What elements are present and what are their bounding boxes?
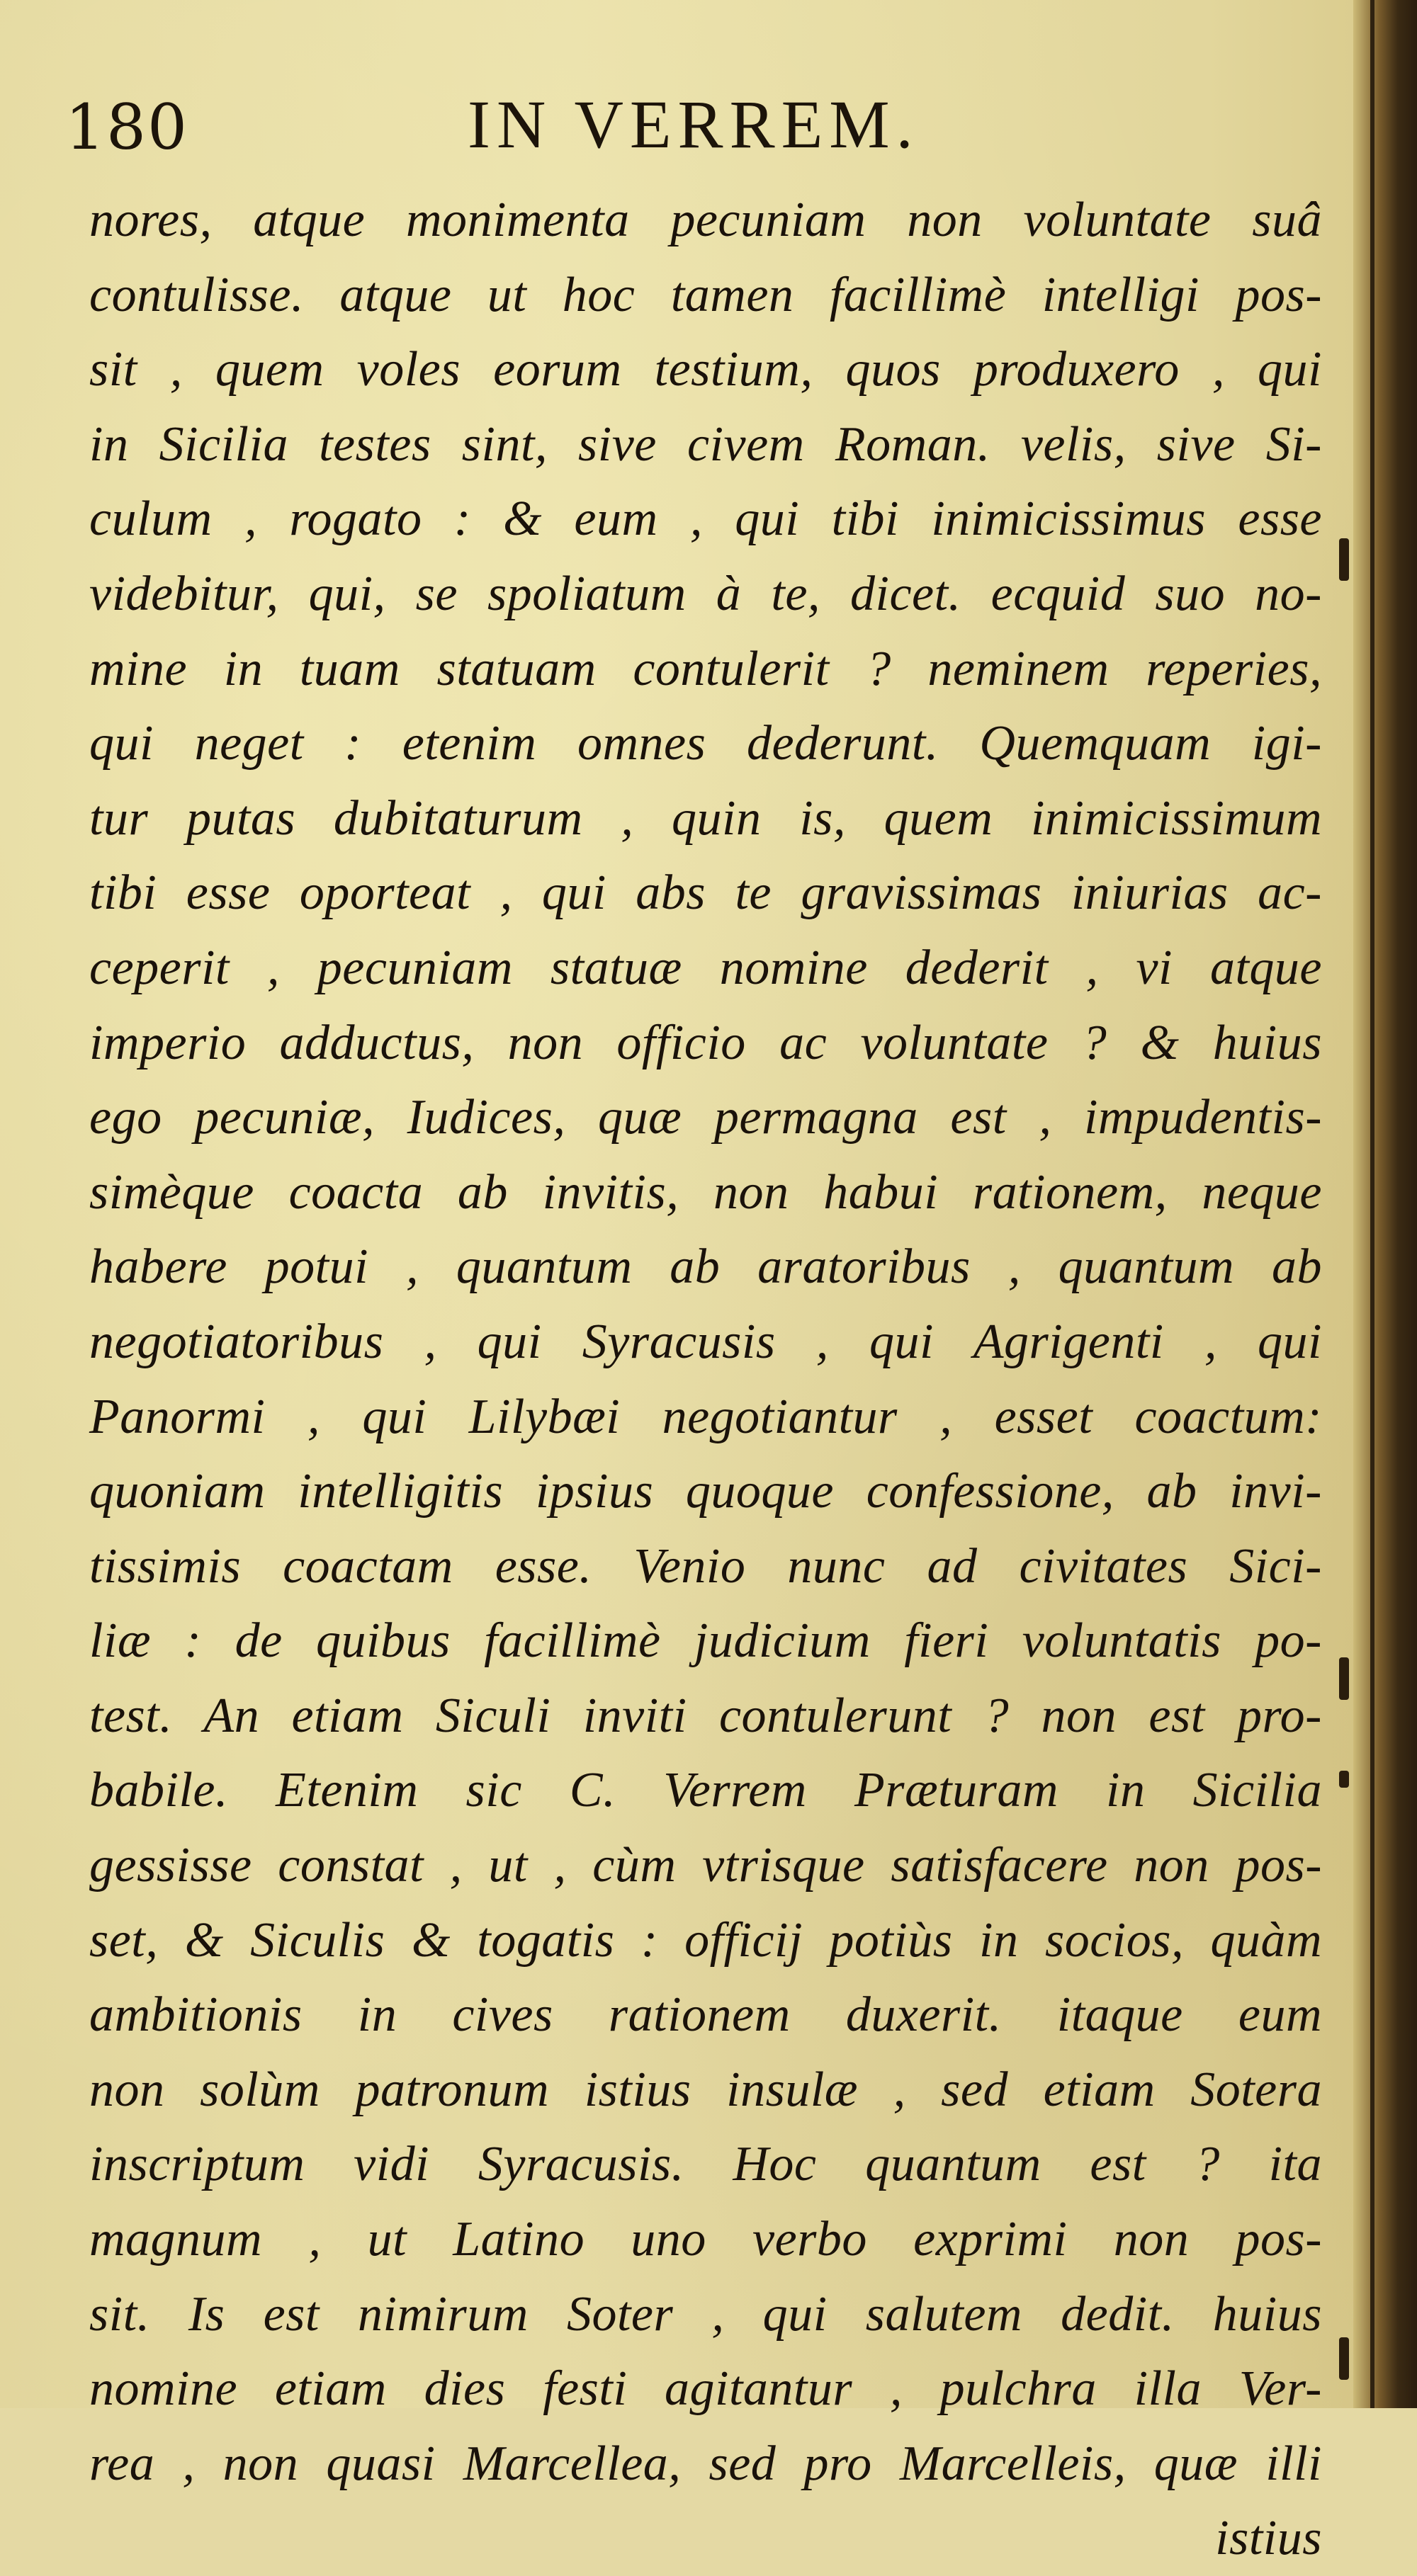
text-line: habere potui , quantum ab aratoribus , quantum ab [89,1239,1322,1295]
text-line: istius [1215,2511,1322,2566]
text-line: rea , non quasi Marcellea, sed pro Marcelleis, quæ illi [89,2436,1322,2491]
text-line: contulisse. atque ut hoc tamen facillimè intelligi pos- [89,267,1322,322]
text-line: test. An etiam Siculi inviti contulerunt ? non est pro- [89,1688,1322,1743]
text-line: mine in tuam statuam contulerit ? neminem reperies, [89,641,1322,696]
text-line: liæ : de quibus facillimè judicium fieri voluntatis po- [89,1613,1322,1669]
text-line: in Sicilia testes sint, sive civem Roman. velis, sive Si- [89,416,1322,472]
text-line: ego pecuniæ, Iudices, quæ permagna est , impudentis- [89,1090,1322,1145]
text-line: non solùm patronum istius insulæ , sed etiam Sotera [89,2062,1322,2117]
margin-mark [1339,1771,1349,1788]
text-line: sit. Is est nimirum Soter , qui salutem dedit. huius [89,2286,1322,2342]
text-line: magnum , ut Latino uno verbo exprimi non pos- [89,2212,1322,2267]
text-line: nores, atque monimenta pecuniam non voluntate suâ [89,193,1322,247]
text-line: tibi esse oporteat , qui abs te gravissimas iniurias ac- [89,866,1322,921]
text-line: ceperit , pecuniam statuæ nomine dederit , vi atque [89,940,1322,995]
page-number: 180 [65,91,188,164]
text-line: tur putas dubitaturum , quin is, quem inimicissimum [89,790,1322,846]
margin-mark [1339,538,1349,581]
text-line: imperio adductus, non officio ac voluntate ? & huius [89,1015,1322,1070]
text-line: qui neget : etenim omnes dederunt. Quemquam igi- [89,716,1322,771]
body-text [89,183,1322,2576]
margin-mark [1339,2337,1349,2380]
text-line: babile. Etenim sic C. Verrem Præturam in Sicilia [89,1763,1322,1818]
text-line: sit , quem voles eorum testium, quos produxero , qui [89,342,1322,397]
book-gutter [1353,0,1417,2408]
text-line: culum , rogato : & eum , qui tibi inimicissimus esse [89,492,1322,547]
text-line: quoniam intelligitis ipsius quoque confessione, ab invi- [89,1464,1322,1519]
text-line: ambitionis in cives rationem duxerit. itaque eum [89,1987,1322,2043]
text-line: set, & Siculis & togatis : officij potiùs in socios, quàm [89,1912,1322,1968]
text-line: nomine etiam dies festi agitantur , pulchra illa Ver- [89,2361,1322,2417]
text-line: videbitur, qui, se spoliatum à te, dicet. ecquid suo no- [89,566,1322,621]
text-line: gessisse constat , ut , cùm vtrisque satisfacere non pos- [89,1838,1322,1893]
running-head [0,76,1353,164]
running-title: IN VERREM. [468,86,920,162]
margin-mark [1339,1657,1349,1700]
text-line: tissimis coactam esse. Venio nunc ad civitates Sici- [89,1538,1322,1594]
text-line: Panormi , qui Lilybæi negotiantur , esset coactum: [89,1389,1322,1444]
text-line: negotiatoribus , qui Syracusis , qui Agrigenti , qui [89,1314,1322,1369]
text-line: inscriptum vidi Syracusis. Hoc quantum est ? ita [89,2137,1322,2192]
text-line: simèque coacta ab invitis, non habui rationem, neque [89,1164,1322,1220]
page-edge [1370,0,1374,2408]
